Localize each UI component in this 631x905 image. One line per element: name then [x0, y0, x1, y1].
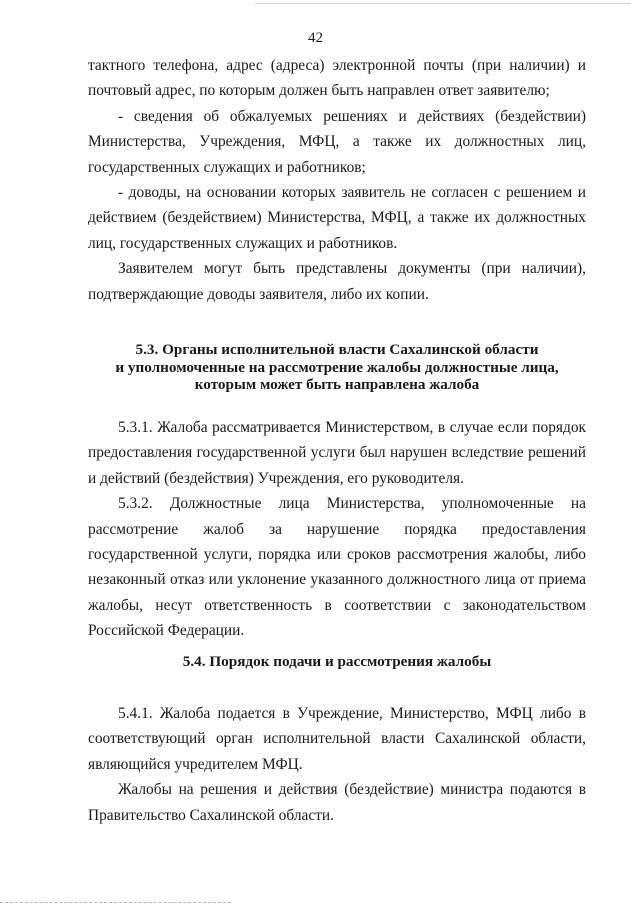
paragraph: тактного телефона, адрес (адреса) электронной почты (при наличии) и почтовый адрес, по которым должен быть направлен ответ заявителю;	[88, 57, 586, 100]
page-number: 42	[308, 30, 323, 46]
paragraph: 5.3.2. Должностные лица Министерства, уполномоченные на рассмотрение жалоб за нарушение порядка предоставления государственной услуги, порядка или сроков рассмотрения жалобы, либо незаконный отказ или уклонение указанного должностного лица от приема жалобы, несут ответственность в соответствии с законодательством Российской Федерации.	[88, 495, 586, 640]
heading-line: 5.3. Органы исполнительной власти Сахалинской области	[135, 341, 539, 358]
section-heading-5-3	[88, 341, 586, 394]
section-5-3-body	[88, 415, 586, 644]
paragraph: - доводы, на основании которых заявитель не согласен с решением и действием (бездействием) Министерства, МФЦ, а также их должностных лиц, государственных служащих и работников.	[88, 184, 586, 252]
heading-line: и уполномоченные на рассмотрение жалобы должностные лица,	[115, 358, 559, 376]
section-heading-5-4	[88, 653, 586, 671]
scan-edge-line	[255, 3, 631, 4]
heading-line: 5.4. Порядок подачи и рассмотрения жалобы	[182, 653, 492, 670]
paragraph: 5.3.1. Жалоба рассматривается Министерством, в случае если порядок предоставления государственной услуги был нарушен вследствие решений и действий (бездействия) Учреждения, его руководителя.	[88, 419, 586, 487]
paragraph: Жалобы на решения и действия (бездействие) министра подаются в Правительство Сахалинской области.	[88, 781, 586, 824]
scan-edge-line	[0, 902, 231, 903]
continuation-block	[88, 53, 586, 307]
paragraph: Заявителем могут быть представлены документы (при наличии), подтверждающие доводы заявителя, либо их копии.	[88, 260, 586, 303]
paragraph: - сведения об обжалуемых решениях и действиях (бездействии) Министерства, Учреждения, МФЦ, а также их должностных лиц, государственных служащих и работников;	[88, 107, 586, 176]
heading-line: которым может быть направлена жалоба	[194, 376, 480, 393]
paragraph: 5.4.1. Жалоба подается в Учреждение, Министерство, МФЦ либо в соответствующий орган исполнительной власти Сахалинской области, являющийся учредителем МФЦ.	[88, 705, 586, 773]
section-5-4-body	[88, 701, 586, 828]
